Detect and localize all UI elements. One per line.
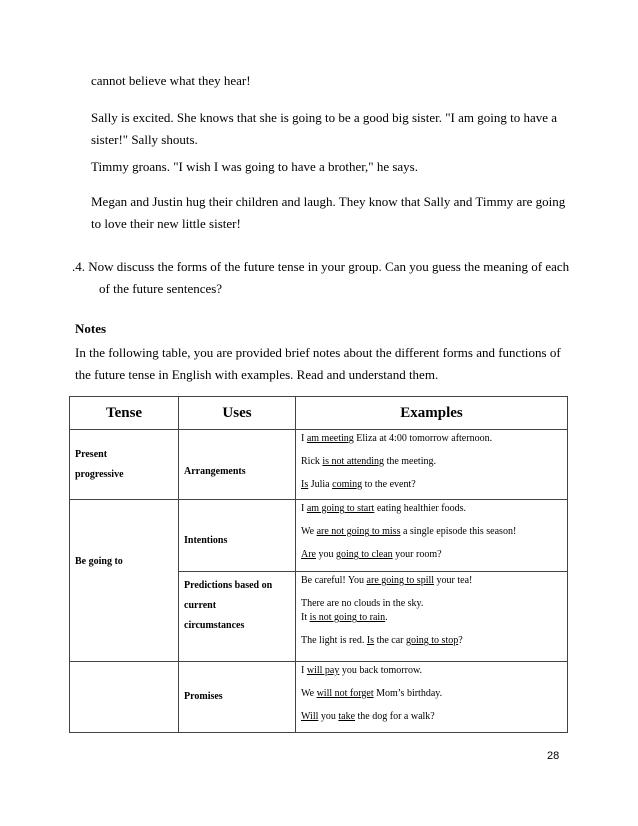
example-sentence: I am meeting Eliza at 4:00 tomorrow afternoon. bbox=[301, 433, 493, 444]
tense-cell bbox=[70, 662, 179, 733]
example-sentence: Are you going to clean your room? bbox=[301, 549, 442, 560]
use-label: Intentions bbox=[184, 534, 228, 546]
discussion-question bbox=[72, 256, 572, 300]
example-sentence: I am going to start eating healthier foods. bbox=[301, 503, 466, 514]
story-paragraph-2: Sally is excited. She knows that she is going to be a good big sister. "I am going to have a sister!" Sally shouts. bbox=[91, 110, 558, 147]
tense-label: progressive bbox=[75, 468, 124, 480]
example-sentence: I will pay you back tomorrow. bbox=[301, 665, 423, 676]
page-number: 28 bbox=[547, 750, 560, 762]
example-sentence: We are not going to miss a single episode this season! bbox=[301, 526, 517, 537]
use-cell bbox=[179, 430, 296, 500]
examples-cell bbox=[296, 500, 568, 572]
example-sentence: Will you take the dog for a walk? bbox=[301, 711, 435, 722]
examples-cell bbox=[296, 572, 568, 662]
tense-cell bbox=[70, 500, 179, 662]
use-cell bbox=[179, 662, 296, 733]
tense-cell bbox=[70, 430, 179, 500]
use-cell bbox=[179, 572, 296, 662]
question-line-2: of the future sentences? bbox=[99, 281, 223, 296]
example-sentence: There are no clouds in the sky. bbox=[301, 598, 424, 609]
use-label: current bbox=[184, 600, 217, 611]
use-label: circumstances bbox=[184, 620, 245, 631]
question-line-1: .4. Now discuss the forms of the future tense in your group. Can you guess the meaning of each bbox=[72, 259, 570, 274]
tense-label: Present bbox=[75, 448, 108, 460]
use-label: Promises bbox=[184, 691, 223, 702]
example-sentence: Be careful! You are going to spill your tea! bbox=[301, 575, 473, 586]
story-paragraph-3: Timmy groans. "I wish I was going to have a brother," he says. bbox=[91, 159, 418, 174]
use-label: Predictions based on bbox=[184, 580, 273, 591]
example-sentence: The light is red. Is the car going to stop? bbox=[301, 635, 463, 646]
story-paragraph-1: cannot believe what they hear! bbox=[91, 73, 251, 88]
example-sentence: We will not forget Mom’s birthday. bbox=[301, 688, 443, 699]
use-label: Arrangements bbox=[184, 465, 246, 477]
notes-heading: Notes bbox=[75, 321, 107, 336]
story-paragraph-4: Megan and Justin hug their children and laugh. They know that Sally and Timmy are going to love their new little sister! bbox=[91, 194, 566, 231]
header-examples: Examples bbox=[296, 397, 568, 430]
example-sentence: Rick is not attending the meeting. bbox=[301, 456, 436, 467]
example-sentence: Is Julia coming to the event? bbox=[301, 479, 416, 490]
table-header-row bbox=[70, 397, 568, 430]
use-cell bbox=[179, 500, 296, 572]
examples-cell bbox=[296, 430, 568, 500]
example-sentence: It is not going to rain. bbox=[301, 612, 388, 623]
examples-cell bbox=[296, 662, 568, 733]
notes-text: In the following table, you are provided brief notes about the different forms and functions of the future tense in English with examples. Read and understand them. bbox=[75, 345, 561, 382]
header-tense: Tense bbox=[70, 397, 179, 430]
table-row bbox=[70, 500, 568, 572]
tense-label: Be going to bbox=[75, 556, 123, 567]
table-row bbox=[70, 430, 568, 500]
future-tense-table bbox=[69, 396, 568, 733]
table-row bbox=[70, 662, 568, 733]
header-uses: Uses bbox=[179, 397, 296, 430]
